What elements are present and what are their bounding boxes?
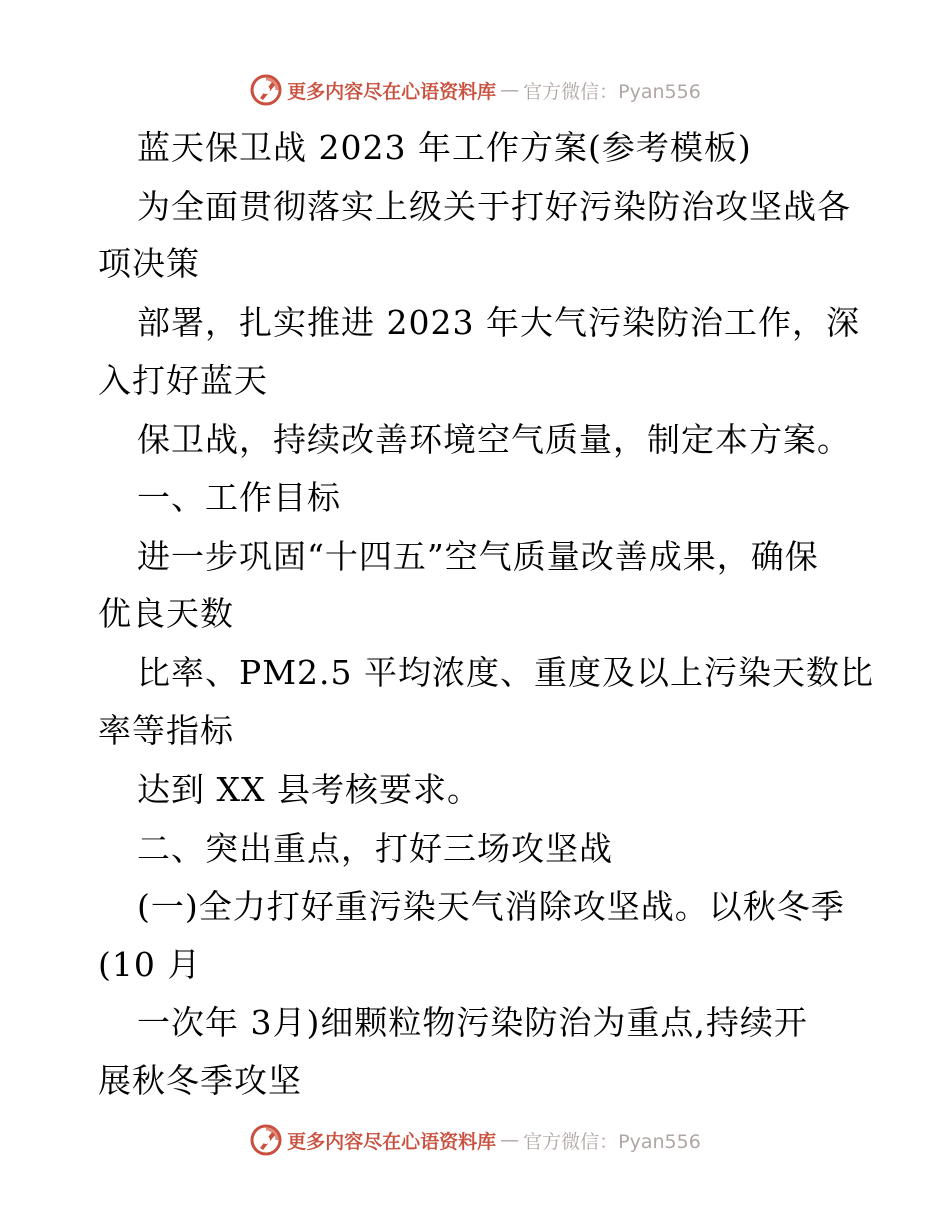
text-line: 达到 XX 县考核要求。: [137, 770, 481, 809]
watermark-contact: 官方微信：Pyan556: [523, 1130, 701, 1153]
watermark-contact: 官方微信：Pyan556: [523, 80, 701, 103]
text-line: 展秋冬季攻坚: [98, 1061, 302, 1100]
text-line: (10 月: [98, 945, 202, 984]
section-heading: 二、突出重点，打好三场攻坚战: [137, 829, 613, 868]
watermark-footer: [0, 1120, 950, 1160]
text-line: 保卫战，持续改善环境空气质量，制定本方案。: [137, 420, 851, 459]
text-line: 比率、PM2.5 平均浓度、重度及以上污染天数比: [137, 653, 874, 692]
section-heading: 一、工作目标: [137, 478, 341, 517]
document-title: 蓝天保卫战 2023 年工作方案(参考模板): [137, 128, 752, 167]
text-line: 入打好蓝天: [98, 361, 268, 400]
text-line: 率等指标: [98, 711, 234, 750]
watermark-brand: 更多内容尽在心语资料库: [287, 1130, 497, 1153]
watermark-dash: —: [500, 79, 520, 101]
watermark-dash: —: [500, 1129, 520, 1151]
red-spiral-pen-icon: [249, 73, 283, 107]
text-line: 一次年 3月)细颗粒物污染防治为重点,持续开: [137, 1003, 808, 1042]
watermark-header: [0, 70, 950, 110]
text-line: 为全面贯彻落实上级关于打好污染防治攻坚战各: [137, 187, 851, 226]
text-line: 进一步巩固“十四五”空气质量改善成果，确保: [137, 537, 819, 576]
red-spiral-pen-icon: [249, 1123, 283, 1157]
text-line: (一)全力打好重污染天气消除攻坚战。以秋冬季: [137, 887, 845, 926]
text-line: 项决策: [98, 244, 200, 283]
text-line: 优良天数: [98, 594, 234, 633]
watermark-brand: 更多内容尽在心语资料库: [287, 80, 497, 103]
text-line: 部署，扎实推进 2023 年大气污染防治工作，深: [137, 303, 860, 342]
